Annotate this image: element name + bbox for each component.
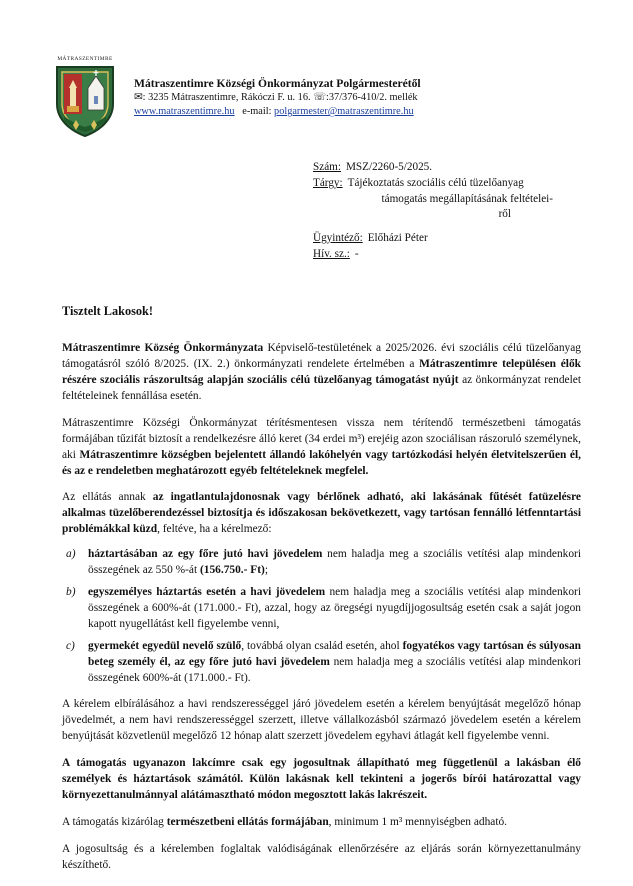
p1-text-2: az önkormányzat rendelet feltételeinek fennállása esetén.: [62, 373, 581, 402]
crest-block: [42, 56, 128, 138]
p1-bold-lead: Mátraszentimre Község Önkormányzata: [62, 341, 264, 354]
subject-row: [313, 176, 581, 222]
subject-line-3: ről: [498, 208, 511, 221]
incoming-number-label: Hív. sz.:: [313, 248, 350, 261]
item-b-bold: egyszemélyes háztartás esetén a havi jövedelem: [88, 586, 326, 599]
address-text: 3235 Mátraszentimre, Rákóczi F. u. 16.: [148, 92, 311, 104]
p2-bold-1: Mátraszentimre községben bejelentett állandó lakóhelyén vagy tartózkodási helyén életvitelszerűen él, és az e rendeletben meghatározott egyéb feltételeknek megfelel.: [62, 448, 581, 477]
envelope-icon: ✉: [134, 92, 143, 104]
p3-bold-1: az ingatlantulajdonosnak vagy bérlőnek adható, aki lakásának fűtését fatüzelésre alkalmas tüzelőberendezéssel biztosítja és időszakosan bekövetkezett, vagy tartósan fennálló létfenntartási problémákkal küzd: [62, 491, 581, 536]
conditions-list: [62, 547, 581, 687]
organization-title: Mátraszentimre Községi Önkormányzat Polgármesterétől: [134, 77, 421, 90]
subject-line-2: támogatás megállapításának feltételei-: [381, 192, 553, 205]
salutation: Tisztelt Lakosok!: [62, 303, 153, 318]
p1-bold-2: Mátraszentimre településen élők részére szociális rászorultság alapján szociális célú tüzelőanyag támogatást nyújt: [62, 357, 582, 386]
reference-number-value: MSZ/2260-5/2025.: [345, 161, 433, 173]
item-c-text-2: nem haladja meg a szociális vetítési alap mindenkori összegének 600%-át (171.000.- Ft).: [88, 656, 581, 685]
p6-text-1: A támogatás kizárólag: [62, 815, 167, 828]
item-c-text: , továbbá olyan család esetén, ahol: [241, 640, 403, 653]
reference-number-label: Szám:: [313, 161, 341, 173]
clerk-value: Előházi Péter: [367, 231, 428, 244]
list-item: [62, 547, 581, 579]
reference-number-row: [313, 160, 581, 175]
address-line: ✉: 3235 Mátraszentimre, Rákóczi F. u. 16. ☏:37/376-410/2. mellék: [134, 92, 418, 104]
document-body: [62, 341, 581, 874]
item-a-text: nem haladja meg a szociális vetítési alap mindenkori összegének az 550 %-át: [88, 548, 581, 577]
subject-value: [348, 176, 581, 222]
list-item: [62, 639, 581, 687]
list-item-text: [88, 585, 581, 633]
email-link[interactable]: polgarmester@matraszentimre.hu: [274, 106, 414, 118]
subject-label: Tárgy:: [313, 177, 343, 190]
list-marker: a): [66, 548, 76, 561]
phone-text: 37/376-410/2. mellék: [328, 92, 418, 104]
paragraph-1: [62, 341, 581, 405]
reference-block: [0, 160, 581, 264]
paragraph-2: [62, 416, 581, 480]
item-c-bold: gyermekét egyedül nevelő szülő: [88, 640, 242, 653]
list-marker: b): [66, 586, 76, 599]
list-item-text: [88, 547, 581, 579]
p6-bold: természetbeni ellátás formájában: [166, 815, 329, 828]
paragraph-5: [62, 756, 581, 804]
list-marker: c): [66, 640, 75, 653]
email-label: e-mail:: [242, 106, 272, 118]
p1-text-1: Képviselő-testületének a 2025/2026. évi szociális célú tüzelőanyag támogatásról szóló 8/2025. (IX. 2.) önkormányzati rendelete értelmében a: [62, 341, 581, 370]
letterhead: [0, 0, 633, 138]
coat-of-arms-icon: [54, 64, 116, 138]
p5-bold: A támogatás ugyanazon lakcímre csak egy jogosultnak állapítható meg függetlenül a lakásban élő személyek és háztartások számától. Külön lakásnak kell tekinteni a jogerős bírói határozattal vagy környezettanulmánnyal alátámasztható módon megosztott lakás lakrészeit.: [62, 757, 581, 801]
p2-text-1: Mátraszentimre Községi Önkormányzat térítésmentesen vissza nem térítendő természetbeni támogatás formájában tűzifát biztosít a rendelkezésre álló keret (34 erdei m³) erejéig azon szociálisan rászoruló személynek, aki: [62, 416, 581, 461]
list-item-text: [88, 639, 581, 687]
paragraph-7: A jogosultság és a kérelemben foglaltak valódiságának ellenőrzésére az eljárás során környezettanulmány készíthető.: [62, 842, 581, 871]
phone-icon: ☏: [313, 92, 327, 104]
item-a-bold-tail: (156.750.- Ft): [199, 564, 265, 577]
item-b-text: nem haladja meg a szociális vetítési alap mindenkori összegének a 600%-át (171.000.- Ft), azzal, hogy az öregségi nyugdíjjogosultság esetén csak a saját jogon kapott nyugellátást kell figyelembe venni,: [88, 586, 581, 631]
letterhead-text: [134, 56, 421, 119]
clerk-row: [313, 231, 581, 246]
clerk-label: Ügyintéző:: [313, 231, 363, 244]
list-item: [62, 585, 581, 633]
p3-text-1: Az ellátás annak: [62, 491, 153, 504]
item-c-bold-tail: fogyatékos vagy tartósan és súlyosan beteg személy él, az egy főre jutó havi jövedelem: [88, 640, 581, 669]
p6-text-2: , minimum 1 m³ mennyiségben adható.: [328, 815, 508, 828]
p3-text-2: , feltéve, ha a kérelmező:: [157, 523, 272, 536]
subject-line-1: Tájékoztatás szociális célú tüzelőanyag: [347, 177, 524, 190]
paragraph-4: A kérelem elbírálásához a havi rendszerességgel járó jövedelem esetén a kérelem benyújtását megelőző hónap jövedelmét, a nem havi rendszerességgel szerzett, illetve vállalkozásból származó jövedelem esetén a kérelem benyújtását közvetlenül megelőző 12 hónap alatt szerzett jövedelem egyhavi átlagát kell figyelembe venni.: [62, 698, 581, 743]
paragraph-6: [62, 815, 581, 831]
item-a-bold: háztartásában az egy főre jutó havi jövedelem: [88, 548, 323, 561]
incoming-number-row: [313, 247, 581, 262]
website-link[interactable]: www.matraszentimre.hu: [134, 106, 235, 118]
crest-caption: MÁTRASZENTIMRE: [57, 56, 113, 62]
contact-line: [134, 105, 421, 119]
paragraph-3: [62, 490, 581, 538]
incoming-number-value: -: [354, 248, 359, 261]
item-a-text-2: ;: [264, 564, 268, 577]
